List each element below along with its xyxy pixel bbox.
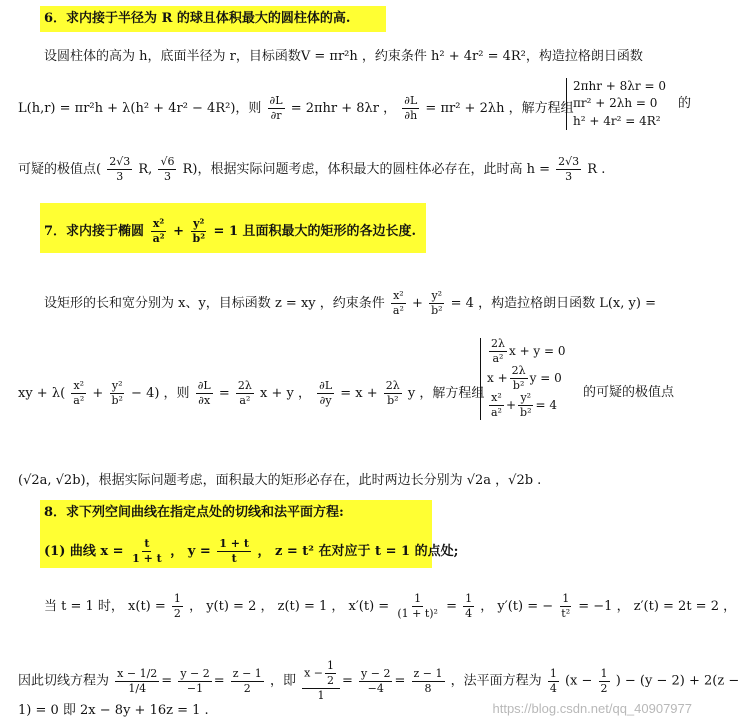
p7-plus: + bbox=[173, 224, 184, 240]
p7-c-plus: + bbox=[412, 296, 423, 312]
p6-h: $\frac{2√3}{3}$ bbox=[558, 155, 580, 184]
p8-line2-a: 因此切线方程为 bbox=[18, 673, 110, 689]
p8-v1: $\frac{1}{2}$ bbox=[173, 592, 181, 621]
p7-sys-tail: 的可疑的极值点 bbox=[583, 385, 675, 400]
p7-sys-eq2: x + $\frac{2\lambda}{\text{b²}}$ y = 0 bbox=[487, 364, 562, 393]
p7-dx-rest: x + y ， bbox=[260, 386, 311, 402]
p8-u2: $\frac{y - 2}{-4}$ bbox=[361, 666, 391, 695]
p6-line3-a: 可疑的极值点( bbox=[18, 162, 102, 178]
p8-t2: $\frac{y - 2}{-1}$ bbox=[180, 666, 210, 695]
p6-dLdh-rhs: = πr² + 2λh ，解方程组 bbox=[425, 101, 574, 117]
p7-c1: $\frac{\text{x²}}{\text{a²}}$ bbox=[392, 289, 404, 318]
p7-heading-a: 7．求内接于椭圆 bbox=[44, 224, 145, 240]
p8-sub-b: ， y = bbox=[170, 544, 211, 560]
p8-line3: 1) = 0 即 2x − 8y + 16z = 1 . bbox=[18, 703, 209, 718]
p8-line2: 因此切线方程为 $\frac{x - 1/2}{1/4}$ = $\frac{y - 2}{-1}$ = $\frac{z - 1}{2}$ ，即 x − $\frac{1}{2}$ 1 = $\frac{y - 2}{-4}$ = $\frac{z - 1}{8}$ ，法平面方程为 $\frac{1}{4}$ (x − $\frac{1}{2}$ ) − (y − 2) + 2(z − bbox=[18, 659, 739, 703]
p7-dy-rest: y ，解方程组 bbox=[407, 386, 485, 402]
p8-line2-c: ，法平面方程为 bbox=[450, 673, 542, 689]
p8-line1-a: 当 t = 1 时， x(t) = bbox=[44, 599, 166, 615]
p8-sub-c: ， z = t² 在对应于 t = 1 的点处; bbox=[257, 544, 459, 560]
p6-line1: 设圆柱体的高为 h，底面半径为 r，目标函数V = πr²h ，约束条件 h² + 4r² = 4R²，构造拉格朗日函数 bbox=[44, 49, 643, 64]
p6-heading: 6．求内接于半径为 R 的球且体积最大的圆柱体的高. bbox=[44, 11, 351, 26]
p8-u3: $\frac{z - 1}{8}$ bbox=[413, 666, 443, 695]
p6-pt-mid: R, bbox=[138, 162, 153, 178]
p8-line2-b: ，即 bbox=[269, 673, 296, 689]
p7-c2: $\frac{\text{y²}}{\text{b²}}$ bbox=[431, 289, 443, 318]
p7-dx-k: $\frac{2\lambda}{\text{a²}}$ bbox=[237, 379, 252, 408]
p7-line2-b: − 4) ，则 bbox=[131, 386, 190, 402]
p7-system bbox=[480, 338, 566, 420]
p6-sys-tail: 的 bbox=[678, 96, 692, 111]
p7-line1 bbox=[44, 290, 656, 317]
p6-dLdr: $\frac{\partial L}{\partial r}$ bbox=[269, 94, 283, 123]
p8-v2: $\frac{1}{4}$ bbox=[465, 592, 473, 621]
p8-n2: $\frac{1}{2}$ bbox=[600, 666, 608, 695]
p7-l2: $\frac{\text{y²}}{\text{b²}}$ bbox=[111, 379, 123, 408]
p8-u1: x − $\frac{1}{2}$ 1 bbox=[302, 660, 340, 702]
p7-dy-k: $\frac{2\lambda}{\text{b²}}$ bbox=[385, 379, 400, 408]
p8-n1: $\frac{1}{4}$ bbox=[549, 666, 557, 695]
p8-line1-e: = −1 ， z′(t) = 2t = 2 ， bbox=[578, 599, 737, 615]
p6-line3-b: R)，根据实际问题考虑，体积最大的圆柱体必存在，此时高 h = bbox=[182, 162, 550, 178]
p6-sys-eq3: h² + 4r² = 4R² bbox=[573, 113, 661, 128]
p7-l-plus: + bbox=[92, 386, 104, 402]
p7-line1-b: = 4 ，构造拉格朗日函数 L(x, y) = bbox=[450, 296, 656, 312]
p8-x-frac: $\frac{t}{1 + t}$ bbox=[132, 537, 162, 566]
watermark: https://blog.csdn.net/qq_40907977 bbox=[492, 701, 692, 716]
p6-line3 bbox=[18, 156, 605, 183]
p8-line1-b: ， y(t) = 2 ， z(t) = 1 ， x′(t) = bbox=[189, 599, 390, 615]
p8-line1-d: ， y′(t) = − bbox=[480, 599, 554, 615]
p8-t3: $\frac{z - 1}{2}$ bbox=[232, 666, 262, 695]
p7-line1-a: 设矩形的长和宽分别为 x、y，目标函数 z = xy ，约束条件 bbox=[44, 296, 385, 312]
p7-dLdx: $\frac{\partial L}{\partial x}$ bbox=[197, 379, 211, 408]
p7-line2 bbox=[18, 380, 484, 407]
p7-dLdy: $\frac{\partial L}{\partial y}$ bbox=[319, 379, 333, 408]
p6-system bbox=[566, 78, 666, 130]
p7-ellipse-y: $\frac{\text{y²}}{\text{b²}}$ bbox=[192, 217, 206, 246]
p7-dy-eq: = x + bbox=[340, 386, 378, 402]
p6-pt1: $\frac{2√3}{3}$ bbox=[109, 155, 131, 184]
p7-sys-eq3: $\frac{\text{x²}}{\text{a²}}$ + $\frac{\text{y²}}{\text{b²}}$ = 4 bbox=[491, 391, 557, 420]
p6-dLdh: $\frac{\partial L}{\partial h}$ bbox=[404, 94, 418, 123]
p6-lagrange: L(h,r) = πr²h + λ(h² + 4r² − 4R²)，则 bbox=[18, 101, 262, 117]
p8-line2-e: ) − (y − 2) + 2(z − bbox=[615, 673, 739, 689]
p8-t1: $\frac{x - 1/2}{1/4}$ bbox=[117, 666, 158, 695]
p8-line2-d: (x − bbox=[564, 673, 593, 689]
p7-line2-a: xy + λ( bbox=[18, 386, 66, 402]
p6-sys-eq1: 2πhr + 8λr = 0 bbox=[573, 79, 666, 93]
p8-d1: $\frac{1}{\text{(1 + t)²}}$ bbox=[397, 592, 438, 621]
p7-l1: $\frac{\text{x²}}{\text{a²}}$ bbox=[73, 379, 85, 408]
p8-subheading bbox=[44, 538, 458, 565]
p7-heading bbox=[44, 218, 416, 245]
p6-pt2: $\frac{√6}{3}$ bbox=[160, 155, 175, 184]
p6-dLdr-rhs: = 2πhr + 8λr ， bbox=[290, 101, 397, 117]
p7-ellipse-x: $\frac{\text{x²}}{\text{a²}}$ bbox=[152, 217, 165, 246]
p8-y-frac: $\frac{1 + t}{t}$ bbox=[219, 537, 249, 566]
p6-line2 bbox=[18, 95, 574, 122]
p7-dx-eq: = bbox=[218, 386, 230, 402]
p8-heading: 8．求下列空间曲线在指定点处的切线和法平面方程: bbox=[44, 505, 344, 520]
p7-line3: (√2a, √2b)，根据实际问题考虑，面积最大的矩形必存在，此时两边长分别为 √2a ，√2b . bbox=[18, 473, 542, 488]
p7-heading-b: = 1 且面积最大的矩形的各边长度. bbox=[213, 224, 417, 240]
p8-sub-a: (1) 曲线 x = bbox=[44, 544, 124, 560]
p6-sys-eq2: πr² + 2λh = 0 bbox=[573, 96, 658, 111]
p8-line1-c: = bbox=[446, 599, 457, 615]
p6-line3-end: R . bbox=[587, 162, 606, 178]
p8-d2: $\frac{1}{\text{t²}}$ bbox=[561, 592, 571, 621]
p7-sys-eq1: $\frac{2\lambda}{\text{a²}}$ x + y = 0 bbox=[491, 337, 566, 366]
p8-line1 bbox=[44, 593, 736, 620]
